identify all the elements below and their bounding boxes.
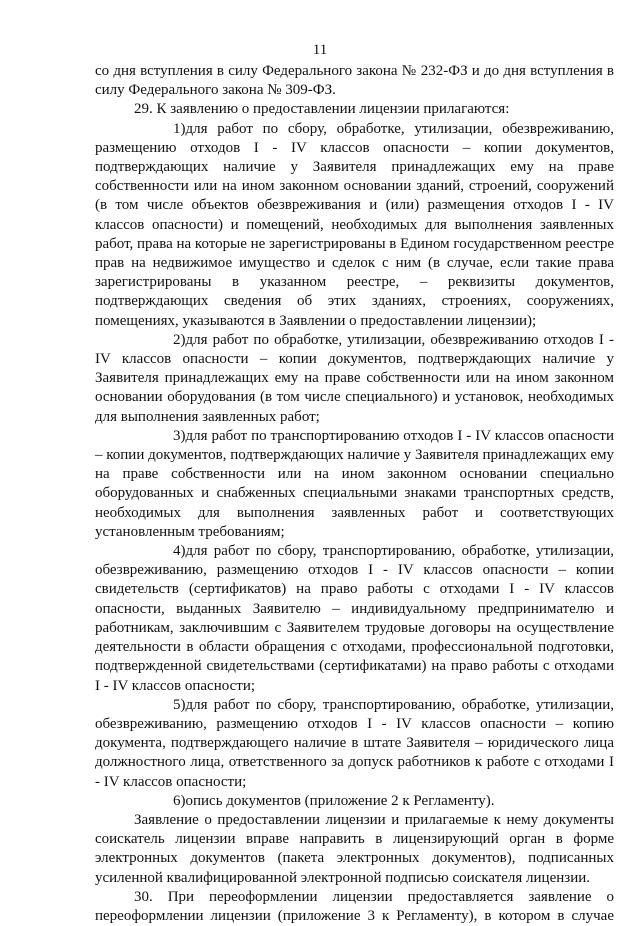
paragraph-text: со дня вступления в силу Федерального закона № 232-ФЗ и до дня вступления в силу Федерального закона № 309-ФЗ. xyxy=(95,63,614,99)
list-item-29-2 xyxy=(95,331,614,427)
list-item-29-1 xyxy=(95,120,614,331)
list-item-29-5 xyxy=(95,696,614,792)
list-item-29-4 xyxy=(95,542,614,696)
paragraph-text: Заявление о предоставлении лицензии и прилагаемые к нему документы соискатель лицензии вправе направить в лицензирующий орган в форме электронных документов (пакета электронных документов), подписанных усиленной квалифицированной электронной подписью соискателя лицензии. xyxy=(95,811,614,886)
list-item-text: для работ по сбору, транспортированию, обработке, утилизации, обезвреживанию, размещению отходов I - IV классов опасности – копию документа, подтверждающего наличие в штате Заявителя – юридического лица должностного лица, ответственного за допуск работников к работе с отходами I - IV классов опасности; xyxy=(95,696,614,790)
paragraph-text: 30. При переоформлении лицензии предоставляется заявление о переоформлении лицензии (приложение 3 к Регламенту), в котором в случае xyxy=(95,888,614,924)
list-item-number: 1) xyxy=(173,120,186,137)
paragraph-29 xyxy=(95,100,614,119)
list-item-number: 6) xyxy=(173,792,186,809)
document-body xyxy=(95,62,614,926)
list-item-text: опись документов (приложение 2 к Регламенту). xyxy=(185,792,495,809)
list-item-text: для работ по сбору, обработке, утилизации, обезвреживанию, размещению отходов I - IV классов опасности – копии документов, подтверждающих наличие у Заявителя принадлежащих ему на праве собственности или на ином законном основании зданий, строений, сооружений (в том числе объектов обезвреживания и (или) размещения отходов I - IV классов опасности) и помещений, необходимых для выполнения заявленных работ, права на которые не зарегистрированы в Едином государственном реестре прав на недвижимое имущество и сделок с ним (в случае, если такие права зарегистрированы в указанном реестре, – реквизиты документов, подтверждающих сведения об этих зданиях, строениях, сооружениях, помещениях, указываются в Заявлении о предоставлении лицензии); xyxy=(95,120,614,329)
list-item-number: 3) xyxy=(173,427,186,444)
list-item-number: 2) xyxy=(173,331,186,348)
list-item-text: для работ по транспортированию отходов I - IV классов опасности – копии документов, подтверждающих наличие у Заявителя принадлежащих ему на праве собственности или на ином законном основании специально оборудованных и снабженных специальными знаками транспортных средств, необходимых для выполнения заявленных работ и соответствующих установленным требованиям; xyxy=(95,427,614,540)
paragraph-30 xyxy=(95,888,614,926)
paragraph-continuation xyxy=(95,62,614,100)
list-item-number: 4) xyxy=(173,543,186,560)
paragraph-text: 29. К заявлению о предоставлении лицензии прилагаются: xyxy=(134,101,510,118)
list-item-29-3 xyxy=(95,427,614,542)
list-item-text: для работ по сбору, транспортированию, обработке, утилизации, обезвреживанию, размещению отходов I - IV классов опасности – копии свидетельств (сертификатов) на право работы с отходами I - IV классов опасности, выданных Заявителю – индивидуальному предпринимателю и работникам, заключившим с Заявителем трудовые договоры на осуществление деятельности в области обращения с отходами, профессиональной подготовки, подтвержденной свидетельствами (сертификатами) на право работы с отходами I - IV классов опасности; xyxy=(95,543,614,694)
page-number: 11 xyxy=(312,42,328,58)
list-item-number: 5) xyxy=(173,696,186,713)
list-item-29-6 xyxy=(95,792,614,811)
paragraph-electronic-submission xyxy=(95,811,614,888)
list-item-text: для работ по обработке, утилизации, обезвреживанию отходов I - IV классов опасности – копии документов, подтверждающих наличие у Заявителя принадлежащих ему на праве собственности или на ином законном основании оборудования (в том числе специального) и установок, необходимых для выполнения заявленных работ; xyxy=(95,331,614,425)
